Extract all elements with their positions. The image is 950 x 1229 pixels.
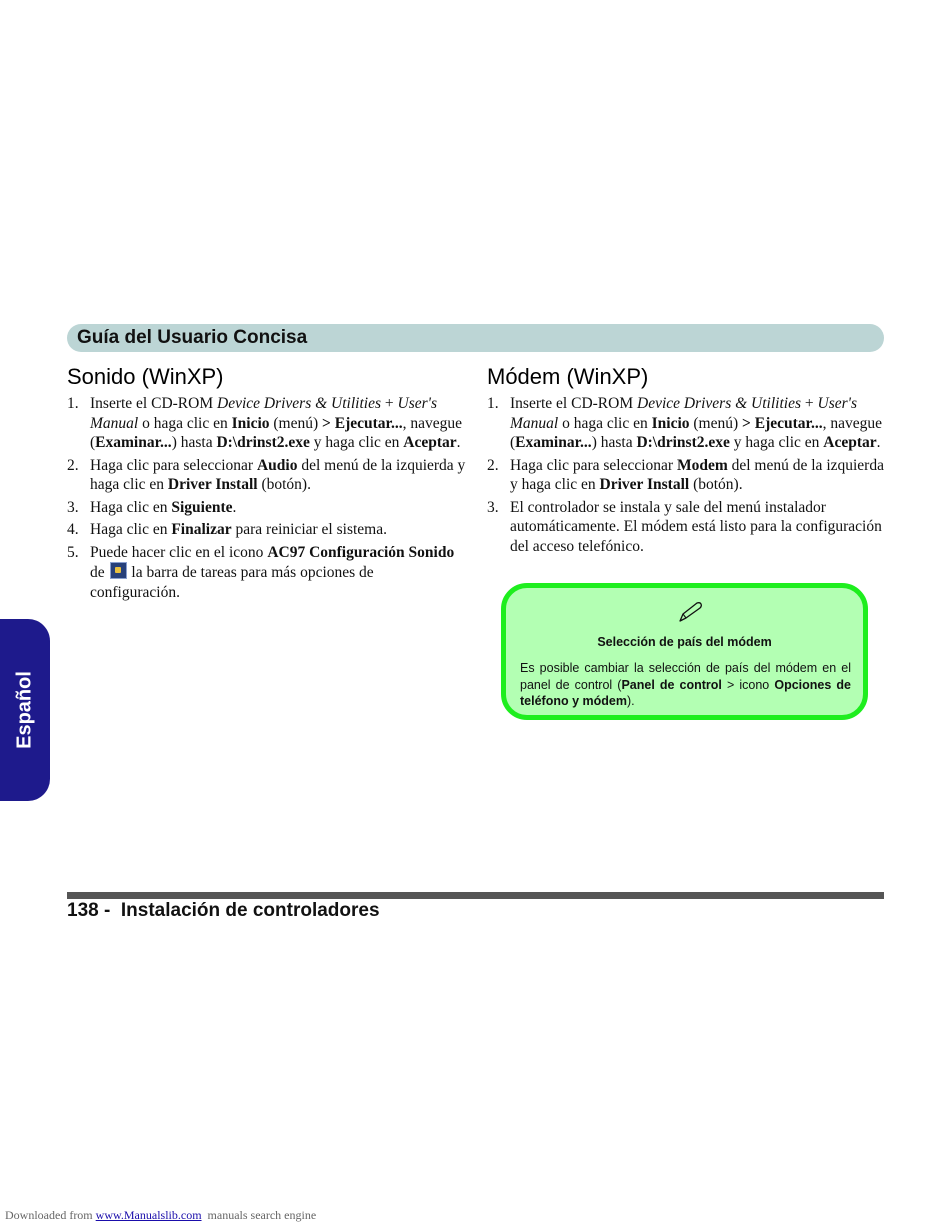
language-tab-label: Español: [13, 671, 36, 749]
modem-section-title: Módem (WinXP): [487, 364, 649, 389]
sound-steps: [67, 394, 467, 602]
page-number: 138: [67, 900, 99, 921]
sound-step-1: 1. Inserte el CD-ROM Device Drivers & Utilities + User's Manual o haga clic en Inicio (menú) > Ejecutar..., navegue (Examinar...) hasta D:\drinst2.exe y haga clic en Aceptar.: [67, 395, 463, 451]
language-tab: [0, 619, 50, 801]
sound-step-4: 4. Haga clic en Finalizar para reiniciar el sistema.: [67, 521, 387, 538]
sound-section: [67, 364, 467, 605]
modem-country-note: [501, 583, 868, 720]
header-bar: [67, 324, 884, 352]
pen-icon: [676, 600, 704, 624]
manualslib-link[interactable]: www.Manualslib.com: [95, 1208, 202, 1222]
sound-step-3: 3. Haga clic en Siguiente.: [67, 498, 237, 516]
page-footer: 138 - Instalación de controladores: [67, 900, 380, 921]
modem-step-1: 1. Inserte el CD-ROM Device Drivers & Utilities + User's Manual o haga clic en Inicio (menú) > Ejecutar..., navegue (Examinar...) hasta D:\drinst2.exe y haga clic en Aceptar.: [487, 395, 883, 451]
footer-rule: [67, 892, 884, 899]
ac97-tray-icon: [110, 562, 127, 579]
note-text: Es posible cambiar la selección de país del módem en el panel de control (Panel de control > icono Opciones de teléfono y módem).: [520, 661, 851, 708]
sound-step-2: 2. Haga clic para seleccionar Audio del menú de la izquierda y haga clic en Driver Install (botón).: [67, 456, 466, 493]
modem-step-2: 2. Haga clic para seleccionar Modem del menú de la izquierda y haga clic en Driver Install (botón).: [487, 456, 884, 493]
chapter-title: Instalación de controladores: [120, 900, 380, 921]
download-credit: Downloaded from www.Manualslib.com manuals search engine: [5, 1208, 317, 1222]
modem-step-3: 3. El controlador se instala y sale del menú instalador automáticamente. El módem está listo para la configuración del acceso telefónico.: [487, 498, 882, 555]
note-title: Selección de país del módem: [597, 635, 772, 649]
sound-step-5: 5. Puede hacer clic en el icono AC97 Configuración Sonido de la barra de tareas para más opciones de configuración.: [67, 543, 455, 601]
document-title: Guía del Usuario Concisa: [77, 327, 308, 348]
sound-section-title: Sonido (WinXP): [67, 364, 224, 389]
modem-steps: [487, 394, 887, 556]
modem-section: [487, 364, 887, 559]
